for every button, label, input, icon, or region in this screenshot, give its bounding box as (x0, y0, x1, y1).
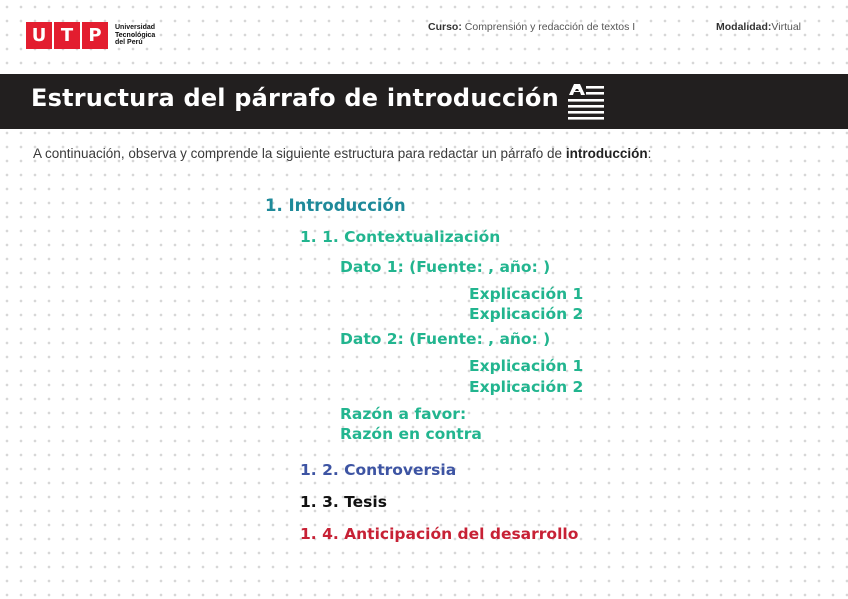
outline-dato-1-explicacion-2: Explicación 2 (469, 305, 584, 323)
outline-dato-2: Dato 2: (Fuente: , año: ) (340, 330, 551, 348)
text-align-icon (566, 84, 604, 120)
modality-label: Modalidad: (716, 21, 772, 33)
outline-razon-en-contra: Razón en contra (340, 425, 482, 443)
logo-line-2: Tecnológica (115, 31, 156, 39)
logo-letter-t: T (54, 22, 80, 49)
course-label: Curso: (428, 21, 462, 33)
outline-dato-2-explicacion-1: Explicación 1 (469, 357, 584, 375)
intro-text: A continuación, observa y comprende la siguiente estructura para redactar un párrafo de (33, 146, 566, 161)
outline-item-controversia: 1. 2. Controversia (300, 461, 457, 479)
page-title: Estructura del párrafo de introducción (31, 84, 559, 112)
logo-line-3: del Perú (115, 39, 143, 47)
modality-info (716, 21, 801, 33)
intro-sentence (33, 146, 651, 161)
outline-dato-2-explicacion-2: Explicación 2 (469, 378, 584, 396)
course-info (428, 21, 635, 33)
utp-logo (26, 22, 155, 49)
outline-dato-1: Dato 1: (Fuente: , año: ) (340, 258, 551, 276)
outline-item-tesis: 1. 3. Tesis (300, 493, 387, 511)
outline-item-contextualizacion: 1. 1. Contextualización (300, 228, 501, 246)
modality-value: Virtual (771, 21, 801, 33)
logo-line-1: Universidad (115, 24, 156, 32)
logo-letter-u: U (26, 22, 52, 49)
outline-item-introduccion: 1. Introducción (265, 196, 406, 215)
outline-item-anticipacion: 1. 4. Anticipación del desarrollo (300, 525, 579, 543)
intro-colon: : (647, 146, 652, 161)
logo-letter-p: P (82, 22, 108, 49)
outline-dato-1-explicacion-1: Explicación 1 (469, 285, 584, 303)
outline-razon-a-favor: Razón a favor: (340, 405, 467, 423)
intro-bold: introducción (565, 146, 648, 161)
logo-text (115, 24, 155, 47)
course-value: Comprensión y redacción de textos I (464, 21, 636, 33)
